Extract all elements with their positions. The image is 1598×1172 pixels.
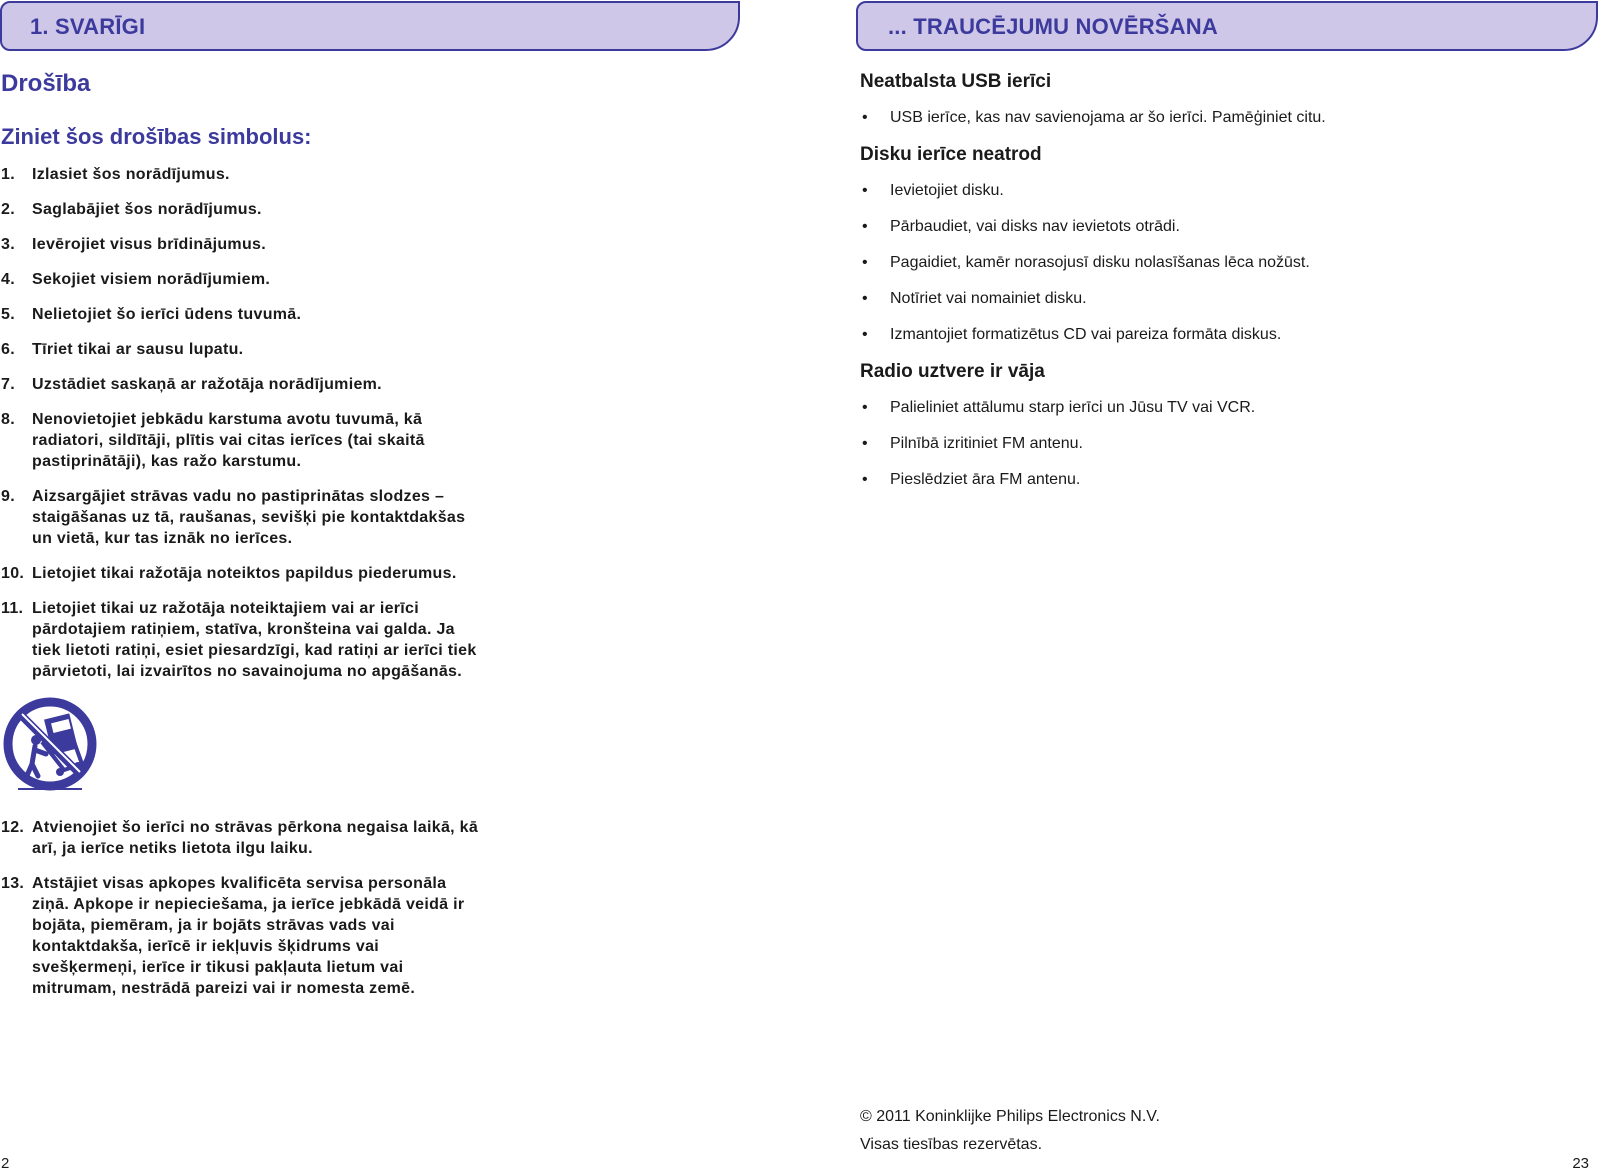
bullet-icon: • [862,399,868,416]
bullet-icon: • [862,182,868,199]
safety-item [1,234,481,255]
bullet-icon: • [862,218,868,235]
troubleshoot-bullet-list [860,107,1420,128]
bullet-item [860,324,1420,345]
safety-item-number: 10. [1,565,25,582]
bullet-item [860,397,1420,418]
bullet-text: Palieliniet attālumu starp ierīci un Jūsu TV vai VCR. [890,399,1256,416]
safety-item-number: 9. [1,488,15,505]
bullet-text: USB ierīce, kas nav savienojama ar šo ierīci. Pamēģiniet citu. [890,109,1326,126]
bullet-item [860,252,1420,273]
safety-item-number: 11. [1,600,24,617]
left-page-header-title: 1. SVARĪGI [30,14,146,39]
safety-section [1,70,481,1013]
troubleshoot-heading: Neatbalsta USB ierīci [860,71,1052,92]
bullet-icon: • [862,109,868,126]
bullet-text: Pieslēdziet āra FM antenu. [890,471,1081,488]
troubleshoot-heading: Disku ierīce neatrod [860,144,1042,165]
right-page-header [856,1,1598,51]
safety-item-number: 2. [1,201,15,218]
safety-item-number: 7. [1,376,15,393]
bullet-icon: • [862,290,868,307]
safety-list-b [1,817,481,999]
bullet-item [860,180,1420,201]
safety-item [1,304,481,325]
safety-item [1,563,481,584]
safety-item-number: 3. [1,236,15,253]
safety-item-text: Lietojiet tikai ražotāja noteiktos papildus piederumus. [32,565,457,582]
safety-item [1,199,481,220]
bullet-item [860,433,1420,454]
bullet-text: Ievietojiet disku. [890,182,1004,199]
safety-item-text: Tīriet tikai ar sausu lupatu. [32,341,244,358]
bullet-item [860,107,1420,128]
safety-item-number: 6. [1,341,15,358]
safety-item-text: Lietojiet tikai uz ražotāja noteiktajiem vai ar ierīci pārdotajiem ratiņiem, statīva, kronšteina vai galda. Ja tiek lietoti ratiņi, esiet piesardzīgi, kad ratiņi ar ierīci tiek pārvietoti, lai izvairītos no savainojuma no apgāšanās. [32,600,477,680]
safety-item-number: 4. [1,271,15,288]
section-title: Drošība [1,70,91,97]
safety-list-a [1,164,481,682]
safety-item-number: 13. [1,875,25,892]
left-page-number: 2 [1,1155,10,1172]
safety-item-number: 5. [1,306,15,323]
cart-tipover-warning-icon [2,696,481,797]
safety-item-text: Izlasiet šos norādījumus. [32,166,230,183]
bullet-item [860,288,1420,309]
right-page-number: 23 [1572,1155,1589,1172]
safety-item-text: Aizsargājiet strāvas vadu no pastiprinātas slodzes – staigāšanas uz tā, raušanas, sevišķi pie kontaktdakšas un vietā, kur tas iznāk no ierīces. [32,488,466,547]
safety-item [1,339,481,360]
safety-item [1,269,481,290]
bullet-text: Pārbaudiet, vai disks nav ievietots otrādi. [890,218,1180,235]
bullet-text: Izmantojiet formatizētus CD vai pareiza formāta diskus. [890,326,1282,343]
copyright-block [860,1103,1160,1159]
safety-item [1,164,481,185]
bullet-icon: • [862,471,868,488]
safety-item [1,817,481,859]
bullet-text: Pagaidiet, kamēr norasojusī disku nolasīšanas lēca nožūst. [890,254,1310,271]
troubleshoot-bullet-list [860,397,1420,490]
bullet-icon: • [862,254,868,271]
safety-item-text: Sekojiet visiem norādījumiem. [32,271,271,288]
safety-item-text: Nelietojiet šo ierīci ūdens tuvumā. [32,306,302,323]
troubleshoot-bullet-list [860,180,1420,345]
safety-item-text: Nenovietojiet jebkādu karstuma avotu tuvumā, kā radiatori, sildītāji, plītis vai citas ierīces (tai skaitā pastiprinātāji), kas ražo karstumu. [32,411,425,470]
safety-item [1,873,481,999]
safety-item [1,486,481,549]
safety-item-number: 1. [1,166,15,183]
safety-item [1,374,481,395]
troubleshoot-heading: Radio uztvere ir vāja [860,361,1045,382]
copyright-text: © 2011 Koninklijke Philips Electronics N.V. [860,1108,1160,1125]
safety-item-text: Uzstādiet saskaņā ar ražotāja norādījumiem. [32,376,382,393]
safety-subtitle: Ziniet šos drošības simbolus: [1,124,312,149]
safety-item-number: 8. [1,411,15,428]
left-page-header [0,1,740,51]
bullet-item [860,216,1420,237]
rights-text: Visas tiesības rezervētas. [860,1136,1043,1153]
safety-item [1,598,481,682]
bullet-icon: • [862,435,868,452]
safety-item-number: 12. [1,819,25,836]
safety-item-text: Atstājiet visas apkopes kvalificēta servisa personāla ziņā. Apkope ir nepieciešama, ja ierīce jebkādā veidā ir bojāta, piemēram, ja ir bojāts strāvas vads vai kontaktdakša, ierīcē ir iekļuvis šķidrums vai svešķermeņi, ierīce ir tikusi pakļauta lietum vai mitrumam, nestrādā pareizi vai ir nomesta zemē. [32,875,465,997]
troubleshooting-section [860,71,1420,506]
bullet-item [860,469,1420,490]
safety-item-text: Atvienojiet šo ierīci no strāvas pērkona negaisa laikā, kā arī, ja ierīce netiks lietota ilgu laiku. [32,819,479,857]
safety-item-text: Ievērojiet visus brīdinājumus. [32,236,266,253]
bullet-text: Pilnībā izritiniet FM antenu. [890,435,1083,452]
safety-item-text: Saglabājiet šos norādījumus. [32,201,262,218]
right-page-header-title: ... TRAUCĒJUMU NOVĒRŠANA [888,14,1218,39]
bullet-icon: • [862,326,868,343]
bullet-text: Notīriet vai nomainiet disku. [890,290,1087,307]
safety-item [1,409,481,472]
